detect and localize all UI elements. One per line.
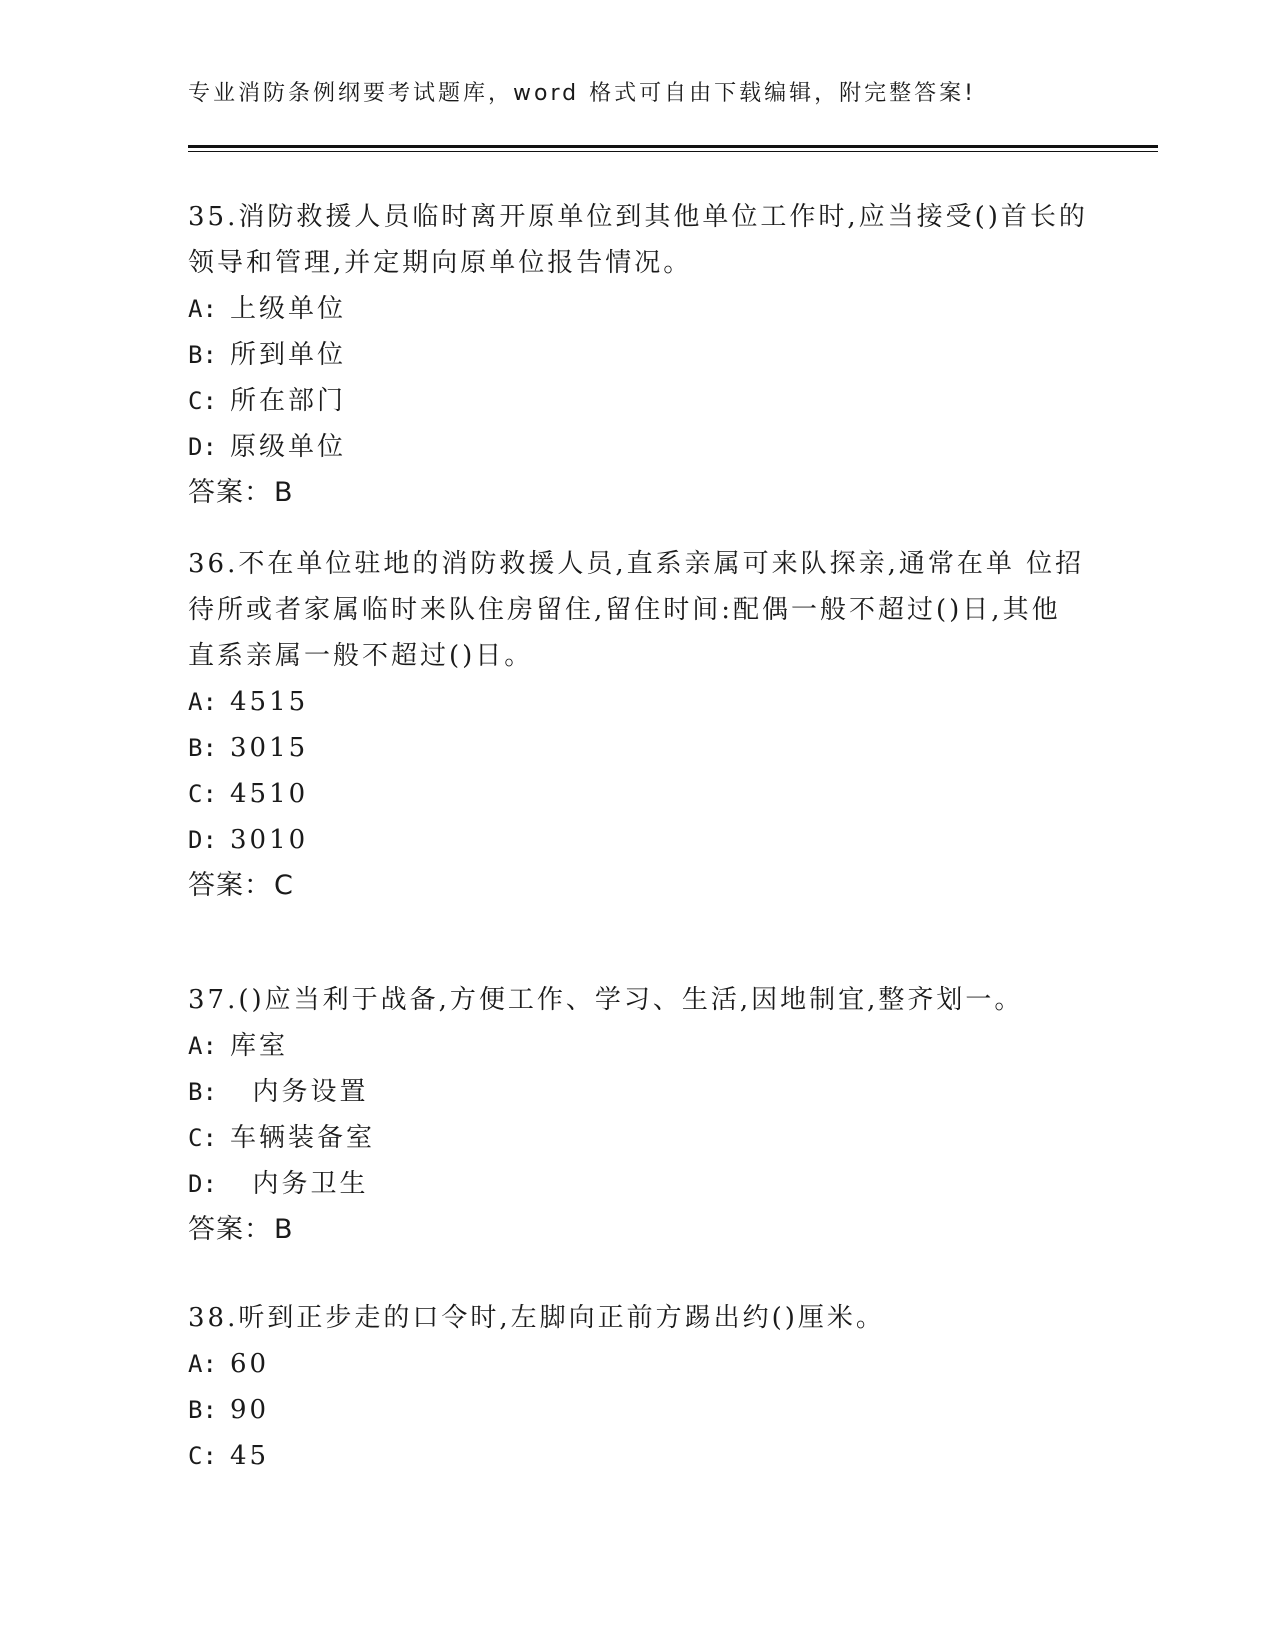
question-35	[188, 194, 1088, 516]
option-text: 车辆装备室	[230, 1123, 376, 1153]
option-text: 60	[230, 1349, 270, 1379]
question-stem: 38.听到正步走的口令时,左脚向正前方踢出约()厘米。	[188, 1303, 885, 1333]
question-37	[188, 977, 1088, 1253]
option-c	[188, 378, 1088, 424]
answer-value: B	[274, 1214, 294, 1245]
option-c	[188, 771, 1088, 817]
option-d	[188, 424, 1088, 470]
option-c	[188, 1433, 1088, 1479]
answer-label: 答案：	[188, 477, 272, 508]
option-b	[188, 332, 1088, 378]
option-text: 库室	[230, 1031, 289, 1061]
option-d	[188, 1161, 1088, 1207]
option-a	[188, 286, 1088, 332]
option-text: 3010	[230, 825, 309, 855]
option-letter: C:	[188, 1124, 217, 1152]
answer-line	[188, 470, 1088, 516]
header-divider-thin	[188, 151, 1158, 152]
question-stem: 35.消防救援人员临时离开原单位到其他单位工作时,应当接受()首长的领导和管理,并定期向原单位报告情况。	[188, 202, 1088, 278]
option-letter: C:	[188, 780, 217, 808]
option-a	[188, 1023, 1088, 1069]
option-text: 内务设置	[230, 1077, 369, 1107]
option-letter: B:	[188, 1396, 217, 1424]
option-text: 原级单位	[230, 432, 347, 462]
page-header: 专业消防条例纲要考试题库，word 格式可自由下载编辑，附完整答案!	[188, 81, 976, 106]
option-c	[188, 1115, 1088, 1161]
option-text: 内务卫生	[230, 1169, 369, 1199]
answer-value: B	[274, 477, 294, 508]
option-text: 45	[230, 1441, 270, 1471]
option-text: 3015	[230, 733, 309, 763]
option-letter: B:	[188, 1078, 217, 1106]
option-text: 4515	[230, 687, 309, 717]
question-stem: 36.不在单位驻地的消防救援人员,直系亲属可来队探亲,通常在单 位招待所或者家属临时来队住房留住,留住时间:配偶一般不超过()日,其他直系亲属一般不超过()日。	[188, 549, 1085, 671]
option-letter: A:	[188, 688, 217, 716]
answer-label: 答案：	[188, 870, 272, 901]
question-38	[188, 1295, 1088, 1479]
option-letter: A:	[188, 1350, 217, 1378]
answer-line	[188, 1207, 1088, 1253]
option-text: 上级单位	[230, 294, 347, 324]
option-text: 90	[230, 1395, 270, 1425]
option-text: 所在部门	[230, 386, 347, 416]
header-divider-thick	[188, 145, 1158, 148]
answer-label: 答案：	[188, 1214, 272, 1245]
option-letter: B:	[188, 734, 217, 762]
option-text: 所到单位	[230, 340, 347, 370]
option-a	[188, 679, 1088, 725]
option-letter: D:	[188, 826, 217, 854]
option-d	[188, 817, 1088, 863]
option-b	[188, 1069, 1088, 1115]
question-36	[188, 541, 1088, 909]
answer-line	[188, 863, 1088, 909]
option-letter: B:	[188, 341, 217, 369]
answer-value: C	[274, 870, 294, 901]
option-letter: D:	[188, 433, 217, 461]
option-b	[188, 725, 1088, 771]
option-letter: A:	[188, 295, 217, 323]
option-text: 4510	[230, 779, 309, 809]
option-a	[188, 1341, 1088, 1387]
option-letter: C:	[188, 387, 217, 415]
option-letter: C:	[188, 1442, 217, 1470]
question-stem: 37.()应当利于战备,方便工作、学习、生活,因地制宜,整齐划一。	[188, 985, 1024, 1015]
option-letter: D:	[188, 1170, 217, 1198]
option-letter: A:	[188, 1032, 217, 1060]
option-b	[188, 1387, 1088, 1433]
